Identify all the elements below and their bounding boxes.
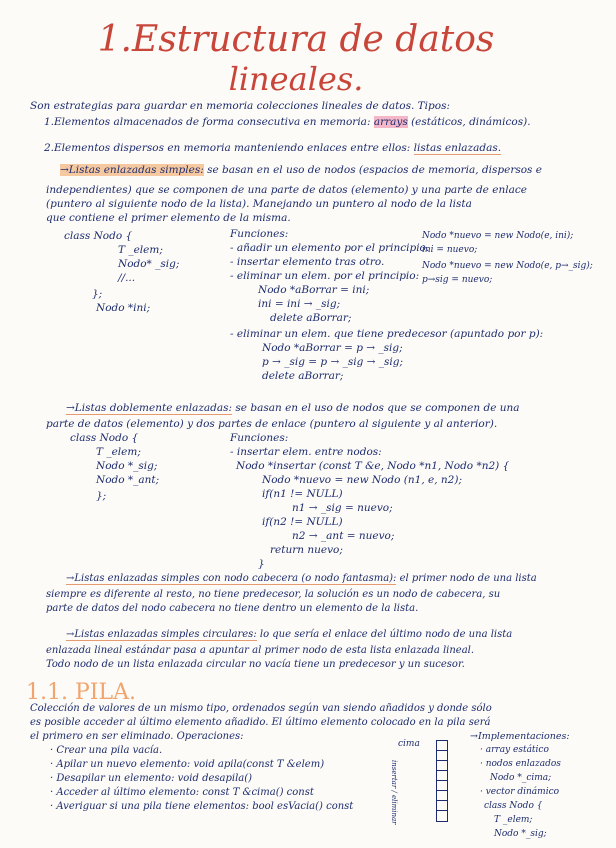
intro-arrays-term: arrays	[373, 116, 408, 128]
pila-op-3: · Desapilar un elemento: void desapila()	[50, 773, 253, 784]
doble-func-4: if(n1 != NULL)	[262, 488, 343, 500]
doble-func-3: Nodo *nuevo = new Nodo (n1, e, n2);	[262, 474, 462, 486]
pila-heading: 1.1. PILA.	[26, 680, 136, 705]
doble-func-5: n1 → _sig = nuevo;	[292, 502, 393, 514]
pila-op-2: · Apilar un nuevo elemento: void apila(const T &elem)	[50, 759, 325, 770]
impl-6: T _elem;	[494, 815, 533, 825]
simple-func-5: ini = ini → _sig;	[258, 298, 341, 310]
simple-code-5: };	[92, 288, 103, 300]
title-line-1: 1.Estructura de datos	[97, 19, 495, 60]
simple-functions-title: Funciones:	[230, 228, 289, 240]
impl-title: →Implementaciones:	[470, 731, 570, 742]
simple-func-1: - añadir un elemento por el principio.	[230, 242, 430, 254]
stack-cell	[437, 781, 447, 791]
doble-code-4: Nodo *_ant;	[96, 474, 160, 486]
impl-3: Nodo *_cima;	[490, 773, 552, 783]
simple-code-2: T _elem;	[118, 244, 163, 256]
stack-cell	[437, 751, 447, 761]
pila-cima-label: cima	[398, 739, 420, 749]
impl-5: class Nodo {	[484, 801, 543, 811]
simple-code-1: class Nodo {	[64, 230, 133, 242]
simple-paragraph-line-3: (puntero al siguiente nodo de la lista). Manejando un puntero al nodo de la lista	[46, 198, 472, 210]
cabecera-heading: →Listas enlazadas simples con nodo cabecera (o nodo fantasma):	[66, 573, 397, 584]
doble-func-8: return nuevo;	[270, 544, 343, 556]
cabecera-paragraph-line-2: siempre es diferente al resto, no tiene predecesor, la solución es un nodo de cabecera, su	[46, 589, 501, 600]
intro-arrays-suffix: (estáticos, dinámicos).	[411, 116, 531, 128]
doble-functions-title: Funciones:	[230, 432, 289, 444]
doble-func-9: }	[258, 558, 265, 570]
stack-cell	[437, 801, 447, 811]
simple-func-2: - insertar elemento tras otro.	[230, 256, 385, 268]
simple-func-7: - eliminar un elem. que tiene predecesor (apuntado por p):	[230, 328, 544, 340]
simple-func-9: p → _sig = p → _sig → _sig;	[262, 356, 404, 368]
circular-text-1: lo que sería el enlace del último nodo de una lista	[259, 629, 513, 640]
doble-code-2: T _elem;	[96, 446, 141, 458]
pila-op-1: · Crear una pila vacía.	[50, 745, 163, 756]
pila-op-4: · Acceder al último elemento: const T &cima() const	[50, 787, 314, 798]
simple-text-1: se basan en el uso de nodos (espacios de memoria, dispersos e	[207, 164, 542, 176]
doble-code-5: };	[96, 490, 107, 502]
pila-line-3: el primero en ser eliminado. Operaciones:	[30, 731, 244, 742]
stack-cell	[437, 741, 447, 751]
cabecera-paragraph-line-1	[66, 572, 537, 585]
simple-func-10: delete aBorrar;	[262, 370, 344, 382]
doble-func-2: Nodo *insertar (const T &e, Nodo *n1, Nodo *n2) {	[236, 460, 510, 472]
impl-4: · vector dinámico	[480, 787, 560, 797]
simple-right-1: Nodo *nuevo = new Nodo(e, ini);	[422, 231, 574, 241]
stack-diagram	[436, 740, 448, 822]
simple-paragraph-line-2: independientes) que se componen de una parte de datos (elemento) y una parte de enlace	[46, 184, 527, 196]
cabecera-text-1: el primer nodo de una lista	[399, 573, 537, 584]
stack-cell	[437, 771, 447, 781]
simple-right-3: Nodo *nuevo = new Nodo(e, p→_sig);	[422, 261, 593, 271]
circular-paragraph-line-2: enlazada lineal estándar pasa a apuntar al primer nodo de esta lista enlazada lineal.	[46, 645, 475, 656]
intro-listas-term: listas enlazadas.	[413, 142, 502, 154]
intro-line-2	[44, 116, 531, 129]
simple-func-4: Nodo *aBorrar = ini;	[258, 284, 370, 296]
pila-line-2: es posible acceder al último elemento añadido. El último elemento colocado en la pila será	[30, 717, 491, 728]
simple-right-4: p→sig = nuevo;	[422, 275, 493, 285]
intro-arrays-prefix: 1.Elementos almacenados de forma consecutiva en memoria:	[44, 116, 371, 128]
doble-func-1: - insertar elem. entre nodos:	[230, 446, 382, 458]
simple-code-4: //...	[118, 272, 136, 284]
doble-heading: →Listas doblemente enlazadas:	[66, 402, 233, 414]
pila-op-5: · Averiguar si una pila tiene elementos: bool esVacia() const	[50, 801, 354, 812]
impl-1: · array estático	[480, 745, 549, 755]
title-line-2: lineales.	[228, 60, 364, 98]
simple-paragraph-line-4: que contiene el primer elemento de la misma.	[46, 212, 291, 224]
simple-code-6: Nodo *ini;	[96, 302, 151, 314]
doble-func-7: n2 → _ant = nuevo;	[292, 530, 395, 542]
simple-code-3: Nodo* _sig;	[118, 258, 180, 270]
doble-code-3: Nodo *_sig;	[96, 460, 158, 472]
circular-heading: →Listas enlazadas simples circulares:	[66, 629, 257, 640]
simple-func-3: - eliminar un elem. por el principio:	[230, 270, 420, 282]
doble-code-1: class Nodo {	[70, 432, 139, 444]
simple-func-6: delete aBorrar;	[270, 312, 352, 324]
simple-paragraph-line-1	[60, 164, 542, 177]
doble-paragraph-line-1	[66, 402, 520, 415]
simple-heading: →Listas enlazadas simples:	[60, 164, 204, 176]
impl-2: · nodos enlazados	[480, 759, 561, 769]
pila-line-1: Colección de valores de un mismo tipo, ordenados según van siendo añadidos y donde sólo	[30, 703, 492, 714]
doble-func-6: if(n2 != NULL)	[262, 516, 343, 528]
doble-text-1: se basan en el uso de nodos que se componen de una	[235, 402, 520, 414]
stack-cell	[437, 761, 447, 771]
stack-cell	[437, 791, 447, 801]
stack-side-label: insertar / eliminar	[390, 760, 398, 825]
doble-paragraph-line-2: parte de datos (elemento) y dos partes de enlace (puntero al siguiente y al anterior).	[46, 418, 498, 430]
circular-paragraph-line-1	[66, 628, 512, 641]
circular-paragraph-line-3: Todo nodo de un lista enlazada circular no vacía tiene un predecesor y un sucesor.	[46, 659, 465, 670]
intro-line-3	[44, 142, 501, 155]
impl-7: Nodo *_sig;	[494, 829, 547, 839]
page-title	[86, 20, 506, 98]
intro-line-1: Son estrategias para guardar en memoria colecciones lineales de datos. Tipos:	[30, 100, 451, 112]
cabecera-paragraph-line-3: parte de datos del nodo cabecera no tiene dentro un elemento de la lista.	[46, 603, 419, 614]
simple-right-2: ini = nuevo;	[422, 245, 478, 255]
intro-listas-prefix: 2.Elementos dispersos en memoria manteniendo enlaces entre ellos:	[44, 142, 411, 154]
simple-func-8: Nodo *aBorrar = p → _sig;	[262, 342, 403, 354]
